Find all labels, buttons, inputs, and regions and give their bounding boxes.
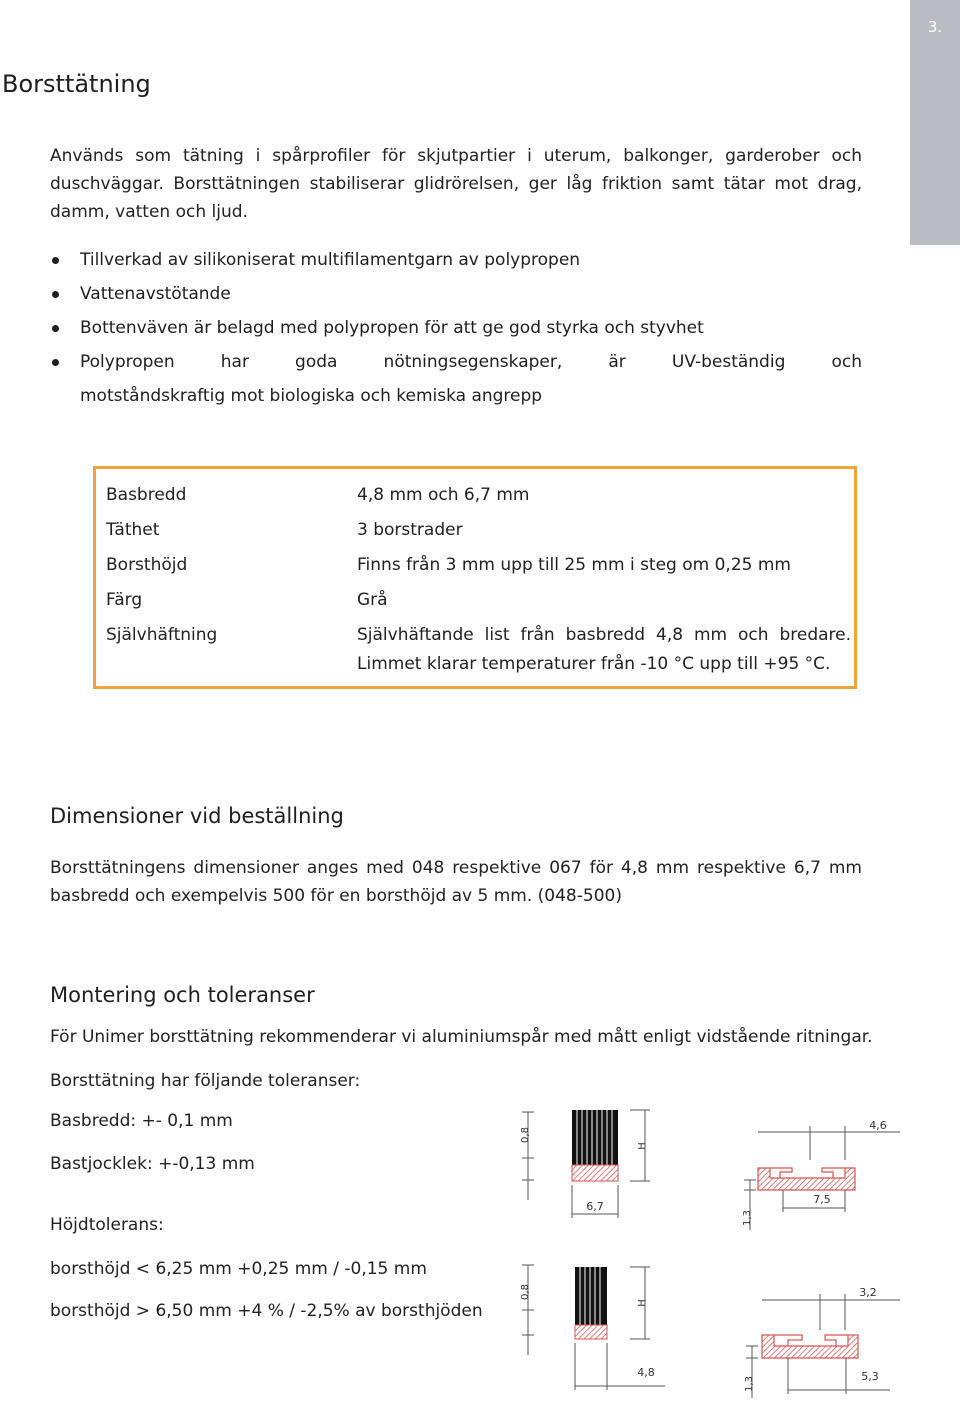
spec-value: 4,8 mm och 6,7 mm [357,485,530,505]
bullet-icon [52,257,59,264]
spec-label: Borsthöjd [106,555,188,575]
tolerance-item: Bastjocklek: +-0,13 mm [50,1154,255,1174]
list-item: Polypropen har goda nötningsegenskaper, är UV-beständig och [50,345,862,379]
dimension-label: 1,3 [744,1376,755,1392]
dimension-label: 3,2 [859,1286,877,1299]
list-item-continuation: motståndskraftig mot biologiska och kemiska angrepp [80,386,543,406]
list-item: Vattenavstötande [50,277,862,311]
spec-label: Täthet [106,520,160,540]
spec-value: Finns från 3 mm upp till 25 mm i steg om 0,25 mm [357,555,791,575]
spec-table [93,466,857,689]
tolerance-item: Höjdtolerans: [50,1215,164,1235]
spec-value: Grå [357,590,388,610]
brush-drawing-48 [520,1265,665,1390]
spec-value: Självhäftande list från basbredd 4,8 mm och bredare. [357,625,851,645]
bullet-icon [52,325,59,332]
tolerance-item: borsthöjd < 6,25 mm +0,25 mm / -0,15 mm [50,1259,427,1279]
track-drawing-53 [744,1286,900,1398]
intro-paragraph: Används som tätning i spårprofiler för skjutpartier i uterum, balkonger, garderober och duschväggar. Borsttätningen stabiliserar glidrörelsen, ger låg friktion samt tätar mot drag, damm, vatten och ljud. [50,146,862,222]
tolerance-intro: Borsttätning har följande toleranser: [50,1071,361,1091]
feature-list [50,243,862,413]
tolerance-item: Basbredd: +- 0,1 mm [50,1111,233,1131]
bullet-icon [52,359,59,366]
spec-label: Färg [106,590,143,610]
dimension-label: 7,5 [813,1193,831,1206]
dimensions-paragraph: Borsttätningens dimensioner anges med 048 respektive 067 för 4,8 mm respektive 6,7 mm basbredd och exempelvis 500 för en borsthöjd av 5 mm. (048-500) [50,858,862,906]
list-item: Bottenväven är belagd med polypropen för att ge god styrka och styvhet [50,311,862,345]
spec-label: Självhäftning [106,625,218,645]
mounting-heading: Montering och toleranser [50,983,315,1007]
dimension-label: 6,7 [586,1200,604,1213]
dimension-label: 5,3 [861,1370,879,1383]
page-tab [910,0,960,245]
dimension-label: 1,3 [742,1210,753,1226]
brush-drawing-67 [520,1110,650,1218]
dimension-label: 4,6 [869,1119,887,1132]
mounting-paragraph: För Unimer borsttätning rekommenderar vi aluminiumspår med mått enligt vidstående ritningar. [50,1027,873,1047]
technical-drawings [500,1100,900,1400]
dimension-label: 0,8 [520,1284,531,1300]
dimension-label: 4,8 [637,1366,655,1379]
bullet-icon [52,291,59,298]
tolerance-item: borsthöjd > 6,50 mm +4 % / -2,5% av borsthjöden [50,1301,483,1321]
dimension-label: H [637,1299,648,1307]
dimension-label: 0,8 [520,1127,531,1143]
spec-value: Limmet klarar temperaturer från -10 °C upp till +95 °C. [357,654,831,674]
dimension-label: H [637,1142,648,1150]
track-drawing-75 [742,1119,900,1230]
page-number: 3. [927,18,943,36]
list-item: Tillverkad av silikoniserat multifilamentgarn av polypropen [50,243,862,277]
spec-label: Basbredd [106,485,187,505]
dimensions-heading: Dimensioner vid beställning [50,804,344,828]
page-title: Borsttätning [2,70,151,98]
spec-value: 3 borstrader [357,520,463,540]
